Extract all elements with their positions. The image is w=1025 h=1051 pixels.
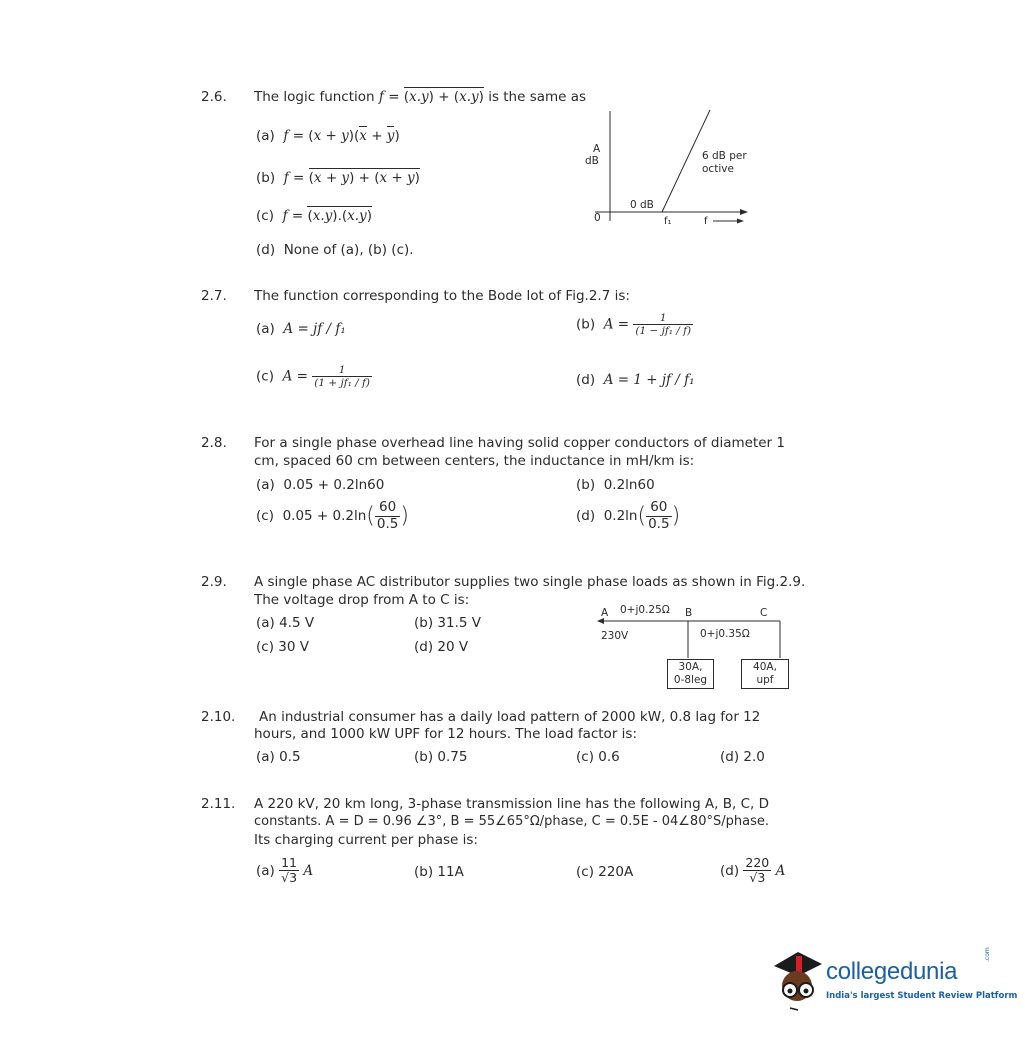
option-c: (c) f = (x.y).(x.y) (256, 208, 372, 224)
option-b: (b) 0.2ln60 (576, 477, 655, 493)
voltage-label: 230V (601, 630, 629, 642)
question-stem-line-2: hours, and 1000 kW UPF for 12 hours. The load factor is: (254, 726, 637, 742)
question-number: 2.9. (201, 574, 227, 590)
question-stem-line-2: cm, spaced 60 cm between centers, the inductance in mH/km is: (254, 453, 695, 469)
option-c: (c) A = $\frac{1}{\text{(1 + jf₁ / f)}}$ (256, 364, 371, 390)
option-c: (c) 30 V (256, 639, 309, 655)
x-axis-arrow (740, 209, 748, 215)
option-a: (a) $\frac{11}{√3}$ A (256, 855, 314, 886)
option-c: (c) 0.05 + 0.2ln( $\frac{60}{0.5}$ ) (256, 499, 409, 532)
option-d: (d) 2.0 (720, 749, 765, 765)
f1-label: f₁ (664, 216, 672, 227)
option-d: (d) None of (a), (b) (c). (256, 242, 414, 258)
option-b: (b) 0.75 (414, 749, 468, 765)
option-b: (b) 31.5 V (414, 615, 481, 631)
option-a: (a) 0.5 (256, 749, 301, 765)
brand-dotcom: .com (984, 947, 991, 962)
option-d: (d) 0.2ln( $\frac{60}{0.5}$ ) (576, 499, 681, 532)
option-d: (d) $\frac{220}{√3}$ A (720, 855, 786, 886)
question-number: 2.10. (201, 709, 236, 725)
question-number: 2.8. (201, 435, 227, 451)
question-stem-line-1: An industrial consumer has a daily load pattern of 2000 kW, 0.8 lag for 12 (259, 709, 761, 725)
load-box-2: 40A, upf (741, 659, 789, 689)
mascot-icon (768, 944, 826, 1014)
question-stem-line-1: For a single phase overhead line having solid copper conductors of diameter 1 (254, 435, 785, 451)
question-stem-line-2: constants. A = D = 0.96 ∠3°, B = 55∠65°Ω/phase, C = 0.5E - 04∠80°S/phase. (254, 814, 769, 829)
f-arrow-head (737, 219, 744, 224)
brand-tagline: India's largest Student Review Platform (826, 991, 1018, 1001)
brand-name: collegedunia (826, 958, 958, 985)
question-stem: The logic function f = (x.y) + (x.y) is the same as (254, 89, 587, 105)
question-stem-line-1: A single phase AC distributor supplies two single phase loads as shown in Fig.2.9. (254, 574, 806, 590)
option-d: (d) A = 1 + jf / f₁ (576, 372, 695, 388)
zero-db-label: 0 dB (630, 199, 654, 211)
option-b: (b) A = $\frac{1}{\text{(1 − jf₁ / f)}}$ (576, 312, 692, 338)
question-number: 2.7. (201, 288, 227, 304)
option-b: (b) 11A (414, 864, 464, 880)
origin-label: 0 (594, 212, 601, 224)
impedance-ab-label: 0+j0.25Ω (620, 604, 670, 616)
option-a: (a) A = jf / f₁ (256, 321, 346, 337)
option-d: (d) 20 V (414, 639, 469, 655)
option-a: (a) f = (x + y)(x + y) (256, 128, 400, 144)
question-stem: The function corresponding to the Bode lot of Fig.2.7 is: (254, 288, 630, 304)
slope-label-1: 6 dB per (702, 150, 747, 162)
question-number: 2.6. (201, 89, 227, 105)
y-label-db: dB (585, 155, 599, 167)
y-label-a: A (593, 143, 601, 155)
option-a: (a) 4.5 V (256, 615, 315, 631)
impedance-bc-label: 0+j0.35Ω (700, 628, 750, 640)
option-c: (c) 0.6 (576, 749, 620, 765)
question-number: 2.11. (201, 796, 236, 812)
f-label: f (704, 216, 708, 227)
option-b: (b) f = (x + y) + (x + y) (256, 170, 420, 186)
slope-label-2: octive (702, 163, 734, 175)
node-a-label: A (601, 607, 609, 619)
question-stem-line-2: The voltage drop from A to C is: (254, 592, 470, 608)
question-stem-line-1: A 220 kV, 20 km long, 3-phase transmission line has the following A, B, C, D (254, 796, 769, 812)
question-stem-line-3: Its charging current per phase is: (254, 832, 478, 848)
node-b-label: B (685, 607, 693, 619)
option-a: (a) 0.05 + 0.2ln60 (256, 477, 385, 493)
option-c: (c) 220A (576, 864, 634, 880)
node-c-label: C (760, 607, 768, 619)
load-box-1: 30A, 0-8leg (667, 659, 714, 689)
bode-plot-figure (570, 105, 760, 230)
